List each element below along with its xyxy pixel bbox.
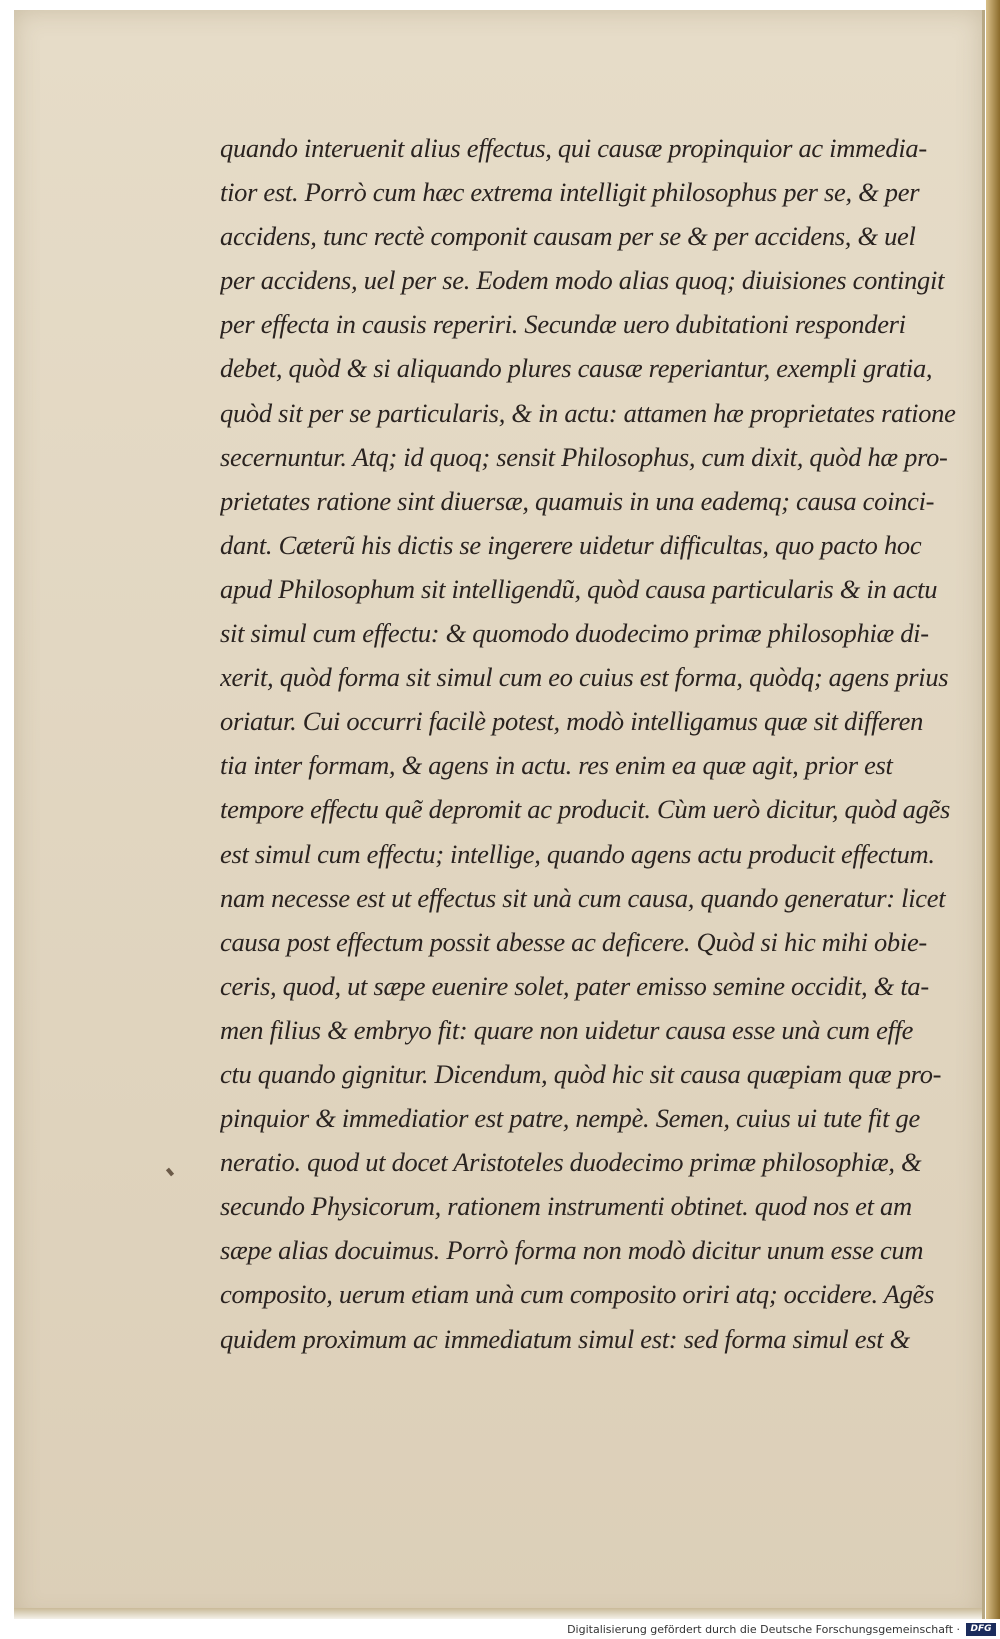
text-line-26: sæpe alias docuimus. Porrò forma non modò dicitur unum esse cum — [220, 1235, 924, 1266]
text-line-23: pinquior & immediatior est patre, nempè. Semen, cuius ui tute fit ge — [220, 1103, 920, 1134]
text-line-7: quòd sit per se particularis, & in actu: attamen hæ proprietates ratione — [220, 397, 956, 428]
text-line-3: accidens, tunc rectè componit causam per se & per accidens, & uel — [220, 221, 916, 252]
text-line-16: tempore effectu quẽ depromit ac producit. Cùm uerò dicitur, quòd agẽs — [220, 794, 951, 825]
dfg-logo: DFG — [966, 1623, 996, 1636]
text-line-14: oriatur. Cui occurri facilè potest, modò intelligamus quæ sit differen — [220, 706, 924, 737]
text-line-2: tior est. Porrò cum hæc extrema intelligit philosophus per se, & per — [220, 177, 920, 208]
text-line-24: neratio. quod ut docet Aristoteles duodecimo primæ philosophiæ, & — [220, 1147, 922, 1178]
text-line-17: est simul cum effectu; intellige, quando agens actu producit effectum. — [220, 838, 935, 869]
text-line-11: apud Philosophum sit intelligendũ, quòd causa particularis & in actu — [220, 573, 938, 604]
funding-credit: Digitalisierung gefördert durch die Deutsche Forschungsgemeinschaft · — [567, 1623, 960, 1636]
text-line-5: per effecta in causis reperiri. Secundæ uero dubitationi responderi — [220, 309, 906, 340]
text-line-27: composito, uerum etiam unà cum composito oriri atq; occidere. Agẽs — [220, 1279, 934, 1310]
text-line-18: nam necesse est ut effectus sit unà cum causa, quando generatur: licet — [220, 882, 946, 913]
text-line-1: quando interuenit alius effectus, qui causæ propinquior ac immedia- — [220, 133, 927, 163]
text-line-25: secundo Physicorum, rationem instrumenti obtinet. quod nos et am — [220, 1191, 912, 1222]
text-line-19: causa post effectum possit abesse ac deficere. Quòd si hic mihi obie- — [220, 926, 927, 957]
text-line-20: ceris, quod, ut sæpe euenire solet, pater emisso semine occidit, & ta- — [220, 970, 929, 1001]
text-line-9: prietates ratione sint diuersæ, quamuis in una eademq; causa coinci- — [220, 485, 935, 516]
text-line-15: tia inter formam, & agens in actu. res enim ea quæ agit, prior est — [220, 750, 893, 781]
text-line-8: secernuntur. Atq; id quoq; sensit Philosophus, cum dixit, quòd hæ pro- — [220, 441, 948, 472]
text-line-28: quidem proximum ac immediatum simul est: sed forma simul est & — [220, 1323, 910, 1354]
text-line-13: xerit, quòd forma sit simul cum eo cuius est forma, quòdq; agens prius — [220, 662, 949, 693]
text-line-21: men filius & embryo fit: quare non uidetur causa esse unà cum effe — [220, 1014, 914, 1045]
text-line-4: per accidens, uel per se. Eodem modo alias quoq; diuisiones contingit — [220, 265, 945, 296]
text-line-22: ctu quando gignitur. Dicendum, quòd hic sit causa quæpiam quæ pro- — [220, 1058, 942, 1089]
text-block — [220, 126, 972, 1361]
text-line-10: dant. Cæterũ his dictis se ingerere uidetur difficultas, quo pacto hoc — [220, 529, 922, 560]
book-edge — [986, 0, 1000, 1620]
footer-bar — [0, 1619, 1000, 1639]
text-line-6: debet, quòd & si aliquando plures causæ reperiantur, exempli gratia, — [220, 353, 933, 384]
text-line-12: sit simul cum effectu: & quomodo duodecimo primæ philosophiæ di- — [220, 618, 929, 649]
